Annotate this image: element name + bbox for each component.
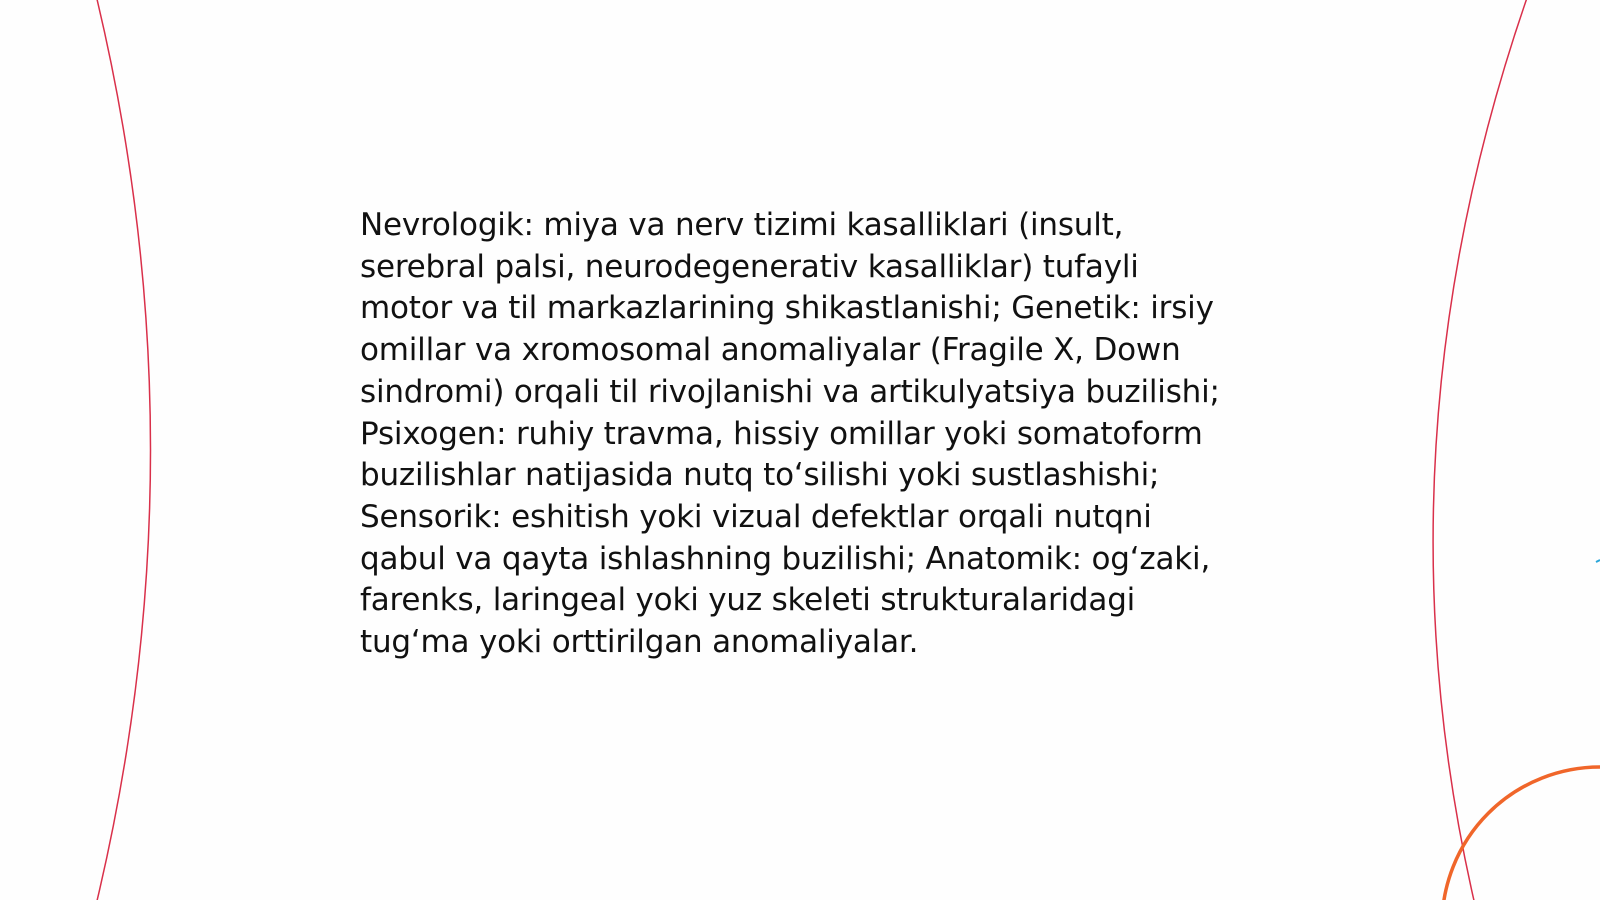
right-curved-line <box>1433 0 1528 900</box>
slide-body-text: Nevrologik: miya va nerv tizimi kasalliklari (insult, serebral palsi, neurodegenerativ kasalliklar) tufayli motor va til markazlarining shikastlanishi; Genetik: irsiy omillar va xromosomal anomaliyalar (Fragile X, Down sindromi) orqali til rivojlanishi va artikulyatsiya buzilishi; Psixogen: ruhiy travma, hissiy omillar yoki somatoform buzilishlar natijasida nutq to‘silishi yoki sustlashishi; Sensorik: eshitish yoki vizual defektlar orqali nutqni qabul va qayta ishlashning buzilishi; Anatomik: og‘zaki, farenks, laringeal yoki yuz skeleti strukturalaridagi tug‘ma yoki orttirilgan anomaliyalar. <box>360 207 1220 661</box>
blue-accent-mark <box>1596 560 1600 562</box>
orange-accent-circle <box>1442 767 1600 900</box>
left-curved-line <box>96 0 151 900</box>
